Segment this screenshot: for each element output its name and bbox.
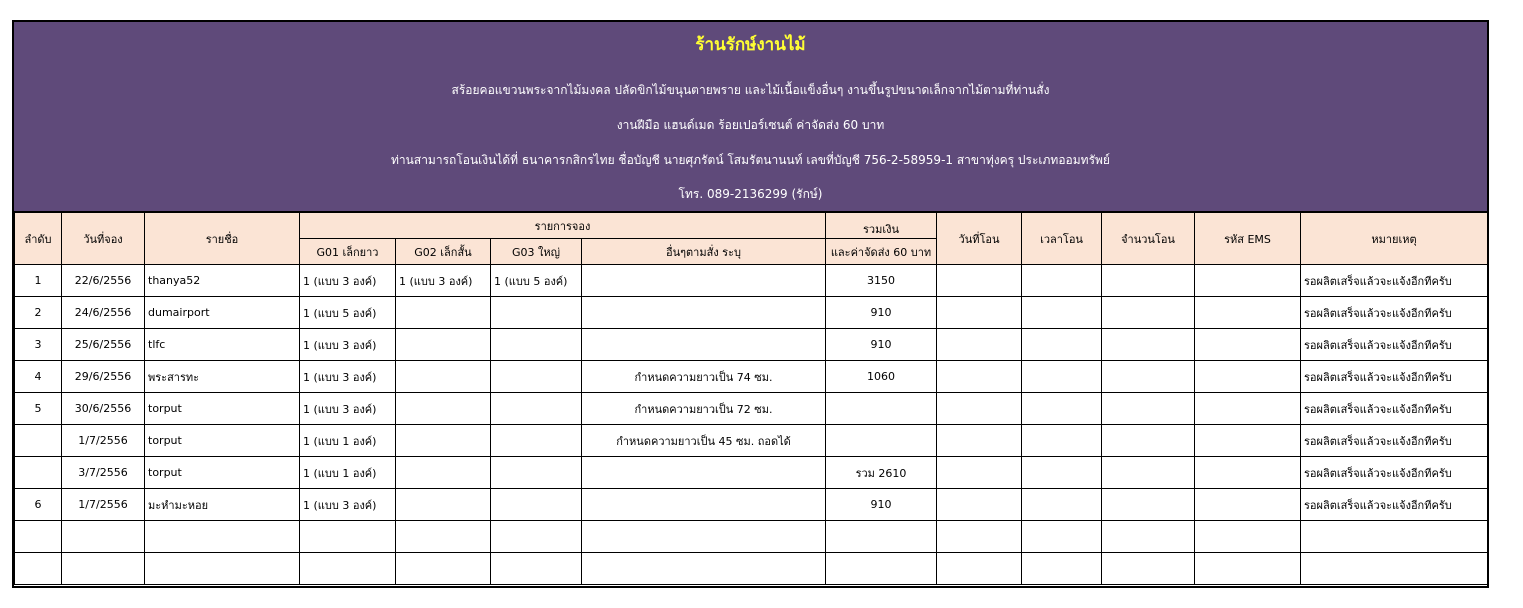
cell-other (582, 521, 826, 553)
cell-ems (1195, 489, 1301, 521)
cell-total (826, 393, 937, 425)
table-row (15, 521, 1488, 553)
header-name: รายชื่อ (145, 213, 300, 265)
cell-name: torput (145, 393, 300, 425)
cell-name: torput (145, 425, 300, 457)
header-ems: รหัส EMS (1195, 213, 1301, 265)
cell-transfer-time (1022, 265, 1102, 297)
header-transfer-time: เวลาโอน (1022, 213, 1102, 265)
cell-g03 (491, 489, 582, 521)
cell-g02 (396, 329, 491, 361)
table-row (15, 361, 1488, 393)
cell-name: dumairport (145, 297, 300, 329)
cell-ems (1195, 425, 1301, 457)
orders-body (15, 265, 1488, 585)
cell-no (15, 553, 62, 585)
banner-description: สร้อยคอแขวนพระจากไม้มงคล ปลัดขิกไม้ขนุนตายพราย และไม้เนื้อแข็งอื่นๆ งานขึ้นรูปขนาดเล็กจากไม้ตามที่ท่านสั่ง (451, 83, 1050, 97)
cell-g03 (491, 297, 582, 329)
cell-g01: 1 (แบบ 5 องค์) (300, 297, 396, 329)
cell-note: รอผลิตเสร็จแล้วจะแจ้งอีกทีครับ (1301, 457, 1488, 489)
cell-name (145, 521, 300, 553)
cell-ems (1195, 457, 1301, 489)
cell-transfer-date (937, 489, 1022, 521)
cell-g02 (396, 489, 491, 521)
cell-g03 (491, 553, 582, 585)
cell-g01: 1 (แบบ 3 องค์) (300, 489, 396, 521)
cell-transfer-time (1022, 489, 1102, 521)
cell-g02 (396, 361, 491, 393)
cell-g03 (491, 457, 582, 489)
header-amount: จำนวนโอน (1102, 213, 1195, 265)
cell-other: กำหนดความยาวเป็น 72 ซม. (582, 393, 826, 425)
cell-transfer-time (1022, 425, 1102, 457)
banner-bank-info: ท่านสามารถโอนเงินได้ที่ ธนาคารกสิกรไทย ชื่อบัญชี นายศุภรัตน์ โสมรัตนานนท์ เลขที่บัญชี 756-2-58959-1 สาขาทุ่งครุ ประเภทออมทรัพย์ (391, 153, 1110, 167)
cell-note: รอผลิตเสร็จแล้วจะแจ้งอีกทีครับ (1301, 265, 1488, 297)
cell-other: กำหนดความยาวเป็น 45 ซม. ถอดได้ (582, 425, 826, 457)
cell-other (582, 457, 826, 489)
table-row (15, 393, 1488, 425)
cell-g02 (396, 425, 491, 457)
cell-other (582, 489, 826, 521)
header-g01: G01 เล็กยาว (300, 239, 396, 265)
cell-other: กำหนดความยาวเป็น 74 ซม. (582, 361, 826, 393)
orders-table (14, 212, 1488, 585)
cell-transfer-date (937, 297, 1022, 329)
shop-title: ร้านรักษ์งานไม้ (695, 35, 806, 55)
cell-ems (1195, 521, 1301, 553)
header-note: หมายเหตุ (1301, 213, 1488, 265)
cell-g02 (396, 393, 491, 425)
table-row (15, 329, 1488, 361)
cell-transfer-time (1022, 457, 1102, 489)
table-row (15, 265, 1488, 297)
cell-note (1301, 553, 1488, 585)
cell-no (15, 425, 62, 457)
cell-transfer-date (937, 425, 1022, 457)
cell-g03 (491, 393, 582, 425)
cell-total: 910 (826, 329, 937, 361)
cell-transfer-time (1022, 297, 1102, 329)
cell-name (145, 553, 300, 585)
cell-ems (1195, 361, 1301, 393)
header-g02: G02 เล็กสั้น (396, 239, 491, 265)
header-other: อื่นๆตามสั่ง ระบุ (582, 239, 826, 265)
cell-g02 (396, 521, 491, 553)
cell-transfer-time (1022, 521, 1102, 553)
cell-date: 3/7/2556 (62, 457, 145, 489)
cell-name: มะหำมะหอย (145, 489, 300, 521)
cell-total: รวม 2610 (826, 457, 937, 489)
cell-date: 22/6/2556 (62, 265, 145, 297)
cell-date (62, 553, 145, 585)
cell-date: 1/7/2556 (62, 425, 145, 457)
order-sheet (12, 20, 1489, 588)
cell-transfer-time (1022, 393, 1102, 425)
cell-ems (1195, 393, 1301, 425)
cell-amount (1102, 329, 1195, 361)
header-order-group: รายการจอง (300, 213, 826, 239)
cell-g03 (491, 521, 582, 553)
cell-no (15, 521, 62, 553)
cell-amount (1102, 393, 1195, 425)
cell-g02 (396, 457, 491, 489)
cell-transfer-date (937, 553, 1022, 585)
cell-total: 3150 (826, 265, 937, 297)
cell-total: 910 (826, 297, 937, 329)
cell-g01: 1 (แบบ 3 องค์) (300, 361, 396, 393)
cell-no: 5 (15, 393, 62, 425)
cell-g02 (396, 297, 491, 329)
table-row (15, 297, 1488, 329)
shop-banner (14, 22, 1487, 212)
header-total-2: และค่าจัดส่ง 60 บาท (826, 239, 937, 265)
cell-ems (1195, 553, 1301, 585)
cell-ems (1195, 329, 1301, 361)
cell-transfer-time (1022, 329, 1102, 361)
table-row (15, 425, 1488, 457)
cell-name: thanya52 (145, 265, 300, 297)
cell-amount (1102, 265, 1195, 297)
cell-note: รอผลิตเสร็จแล้วจะแจ้งอีกทีครับ (1301, 489, 1488, 521)
cell-name: พระสารทะ (145, 361, 300, 393)
cell-transfer-date (937, 521, 1022, 553)
cell-g03 (491, 425, 582, 457)
cell-other (582, 265, 826, 297)
cell-name: torput (145, 457, 300, 489)
cell-no: 4 (15, 361, 62, 393)
cell-g01: 1 (แบบ 1 องค์) (300, 457, 396, 489)
cell-amount (1102, 425, 1195, 457)
cell-no (15, 457, 62, 489)
cell-total (826, 521, 937, 553)
cell-g03 (491, 361, 582, 393)
cell-transfer-date (937, 457, 1022, 489)
cell-g01: 1 (แบบ 1 องค์) (300, 425, 396, 457)
cell-total (826, 553, 937, 585)
cell-amount (1102, 553, 1195, 585)
cell-date: 24/6/2556 (62, 297, 145, 329)
cell-g01: 1 (แบบ 3 องค์) (300, 393, 396, 425)
cell-other (582, 553, 826, 585)
cell-transfer-time (1022, 361, 1102, 393)
header-date: วันที่จอง (62, 213, 145, 265)
banner-handmade-note: งานฝีมือ แฮนด์เมด ร้อยเปอร์เซนต์ ค่าจัดส่ง 60 บาท (616, 118, 885, 132)
cell-note (1301, 521, 1488, 553)
banner-phone: โทร. 089-2136299 (รักษ์) (678, 187, 823, 201)
header-transfer-date: วันที่โอน (937, 213, 1022, 265)
cell-no: 2 (15, 297, 62, 329)
table-row (15, 457, 1488, 489)
cell-g02: 1 (แบบ 3 องค์) (396, 265, 491, 297)
header-total-1: รวมเงิน (826, 213, 937, 239)
cell-date: 29/6/2556 (62, 361, 145, 393)
cell-no: 1 (15, 265, 62, 297)
cell-amount (1102, 457, 1195, 489)
cell-note: รอผลิตเสร็จแล้วจะแจ้งอีกทีครับ (1301, 329, 1488, 361)
cell-amount (1102, 489, 1195, 521)
cell-ems (1195, 265, 1301, 297)
cell-date: 30/6/2556 (62, 393, 145, 425)
cell-g01: 1 (แบบ 3 องค์) (300, 329, 396, 361)
cell-g01 (300, 521, 396, 553)
cell-g03 (491, 329, 582, 361)
cell-g01: 1 (แบบ 3 องค์) (300, 265, 396, 297)
cell-transfer-date (937, 265, 1022, 297)
cell-g03: 1 (แบบ 5 องค์) (491, 265, 582, 297)
cell-no: 3 (15, 329, 62, 361)
cell-note: รอผลิตเสร็จแล้วจะแจ้งอีกทีครับ (1301, 393, 1488, 425)
cell-total: 1060 (826, 361, 937, 393)
cell-no: 6 (15, 489, 62, 521)
cell-g01 (300, 553, 396, 585)
cell-total (826, 425, 937, 457)
cell-note: รอผลิตเสร็จแล้วจะแจ้งอีกทีครับ (1301, 361, 1488, 393)
cell-other (582, 297, 826, 329)
cell-date: 1/7/2556 (62, 489, 145, 521)
cell-amount (1102, 297, 1195, 329)
cell-transfer-date (937, 393, 1022, 425)
cell-amount (1102, 521, 1195, 553)
cell-name: tlfc (145, 329, 300, 361)
cell-g02 (396, 553, 491, 585)
cell-other (582, 329, 826, 361)
cell-note: รอผลิตเสร็จแล้วจะแจ้งอีกทีครับ (1301, 425, 1488, 457)
header-no: ลำดับ (15, 213, 62, 265)
cell-date (62, 521, 145, 553)
header-g03: G03 ใหญ่ (491, 239, 582, 265)
cell-transfer-time (1022, 553, 1102, 585)
cell-date: 25/6/2556 (62, 329, 145, 361)
table-row (15, 489, 1488, 521)
cell-note: รอผลิตเสร็จแล้วจะแจ้งอีกทีครับ (1301, 297, 1488, 329)
cell-ems (1195, 297, 1301, 329)
cell-total: 910 (826, 489, 937, 521)
cell-amount (1102, 361, 1195, 393)
cell-transfer-date (937, 361, 1022, 393)
table-row (15, 553, 1488, 585)
cell-transfer-date (937, 329, 1022, 361)
